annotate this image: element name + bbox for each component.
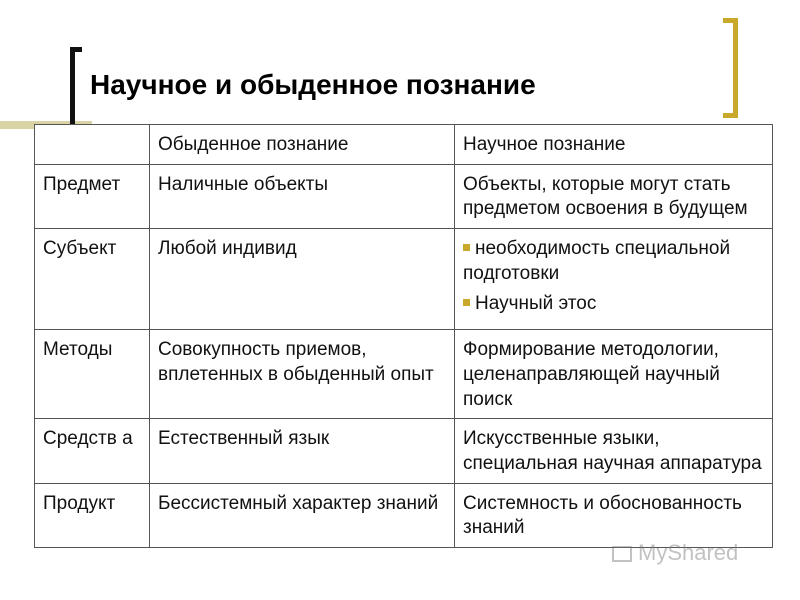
comparison-table bbox=[34, 124, 773, 548]
bullet-item bbox=[463, 237, 764, 286]
row-label: Средств а bbox=[35, 419, 150, 483]
table-row bbox=[35, 164, 773, 228]
bullet-item bbox=[463, 292, 764, 317]
header-cell-scientific: Научное познание bbox=[455, 125, 773, 165]
presentation-board-icon bbox=[612, 546, 632, 562]
row-label: Предмет bbox=[35, 164, 150, 228]
header-cell-ordinary: Обыденное познание bbox=[150, 125, 455, 165]
cell-scientific bbox=[455, 229, 773, 330]
watermark bbox=[612, 540, 738, 566]
cell-scientific: Системность и обоснованность знаний bbox=[455, 483, 773, 547]
header-cell-empty bbox=[35, 125, 150, 165]
cell-scientific: Искусственные языки, специальная научная аппаратура bbox=[455, 419, 773, 483]
square-bullet-icon bbox=[463, 244, 470, 251]
slide-title: Научное и обыденное познание bbox=[90, 69, 536, 100]
cell-ordinary: Совокупность приемов, вплетенных в обыденный опыт bbox=[150, 330, 455, 419]
row-label: Субъект bbox=[35, 229, 150, 330]
square-bullet-icon bbox=[463, 299, 470, 306]
table-row bbox=[35, 419, 773, 483]
table-row bbox=[35, 229, 773, 330]
cell-scientific: Объекты, которые могут стать предметом освоения в будущем bbox=[455, 164, 773, 228]
bullet-text: Научный этос bbox=[475, 293, 597, 315]
cell-ordinary: Любой индивид bbox=[150, 229, 455, 330]
cell-scientific: Формирование методологии, целенаправляющей научный поиск bbox=[455, 330, 773, 419]
cell-ordinary: Естественный язык bbox=[150, 419, 455, 483]
table-row bbox=[35, 483, 773, 547]
bullet-text: необходимость специальной подготовки bbox=[463, 238, 731, 284]
table-row bbox=[35, 330, 773, 419]
cell-ordinary: Наличные объекты bbox=[150, 164, 455, 228]
watermark-text: MyShared bbox=[638, 540, 739, 565]
table-header-row bbox=[35, 125, 773, 165]
cell-ordinary: Бессистемный характер знаний bbox=[150, 483, 455, 547]
row-label: Методы bbox=[35, 330, 150, 419]
right-bracket-decoration bbox=[723, 18, 738, 118]
row-label: Продукт bbox=[35, 483, 150, 547]
